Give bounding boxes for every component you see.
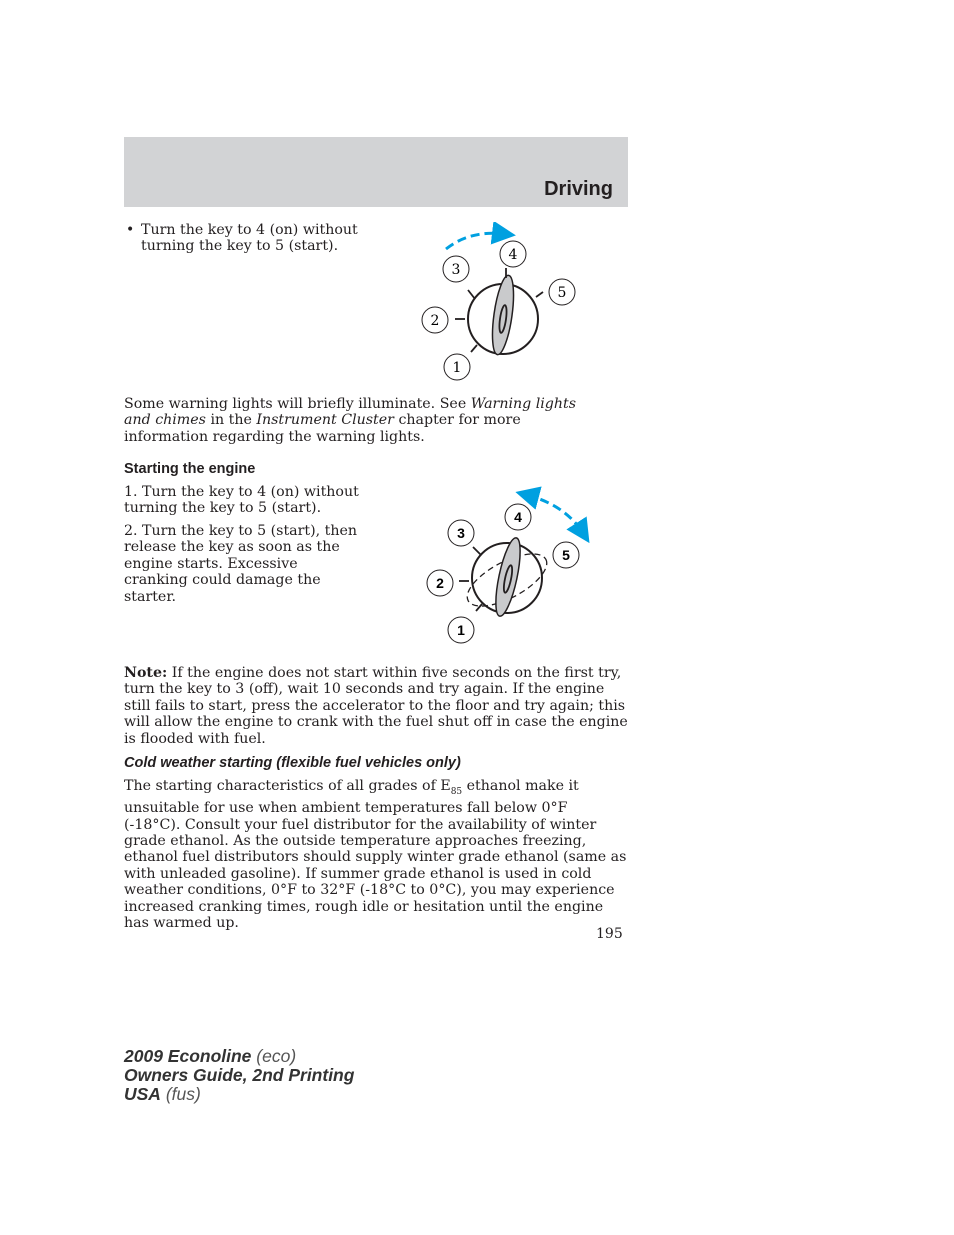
warning-text-after: chapter for more information regarding the warning lights. <box>124 412 521 445</box>
position-label-3: 3 <box>451 262 461 278</box>
cold-weather-paragraph <box>124 778 628 931</box>
starting-engine-heading: Starting the engine <box>124 461 256 477</box>
bullet-dot: • <box>126 222 135 238</box>
position-label-5: 5 <box>557 285 567 301</box>
position-label-4: 4 <box>508 247 518 263</box>
rotation-arrow <box>446 233 504 249</box>
page-number: 195 <box>596 926 623 942</box>
cold-text-after: ethanol make it unsuitable for use when ambient temperatures fall below 0°F (-18°C). Consult your fuel distributor for the availability of winter grade ethanol. As the outside temperature approaches freezing, ethanol fuel distributors should supply winter grade ethanol (same as with unleaded gasoline). If summer grade ethanol is used in cold weather conditions, 0°F to 32°F (-18°C to 0°C), you may experience increased cranking times, rough idle or hesitation until the engine has warmed up. <box>124 778 627 932</box>
position-label-2: 2 <box>430 313 440 329</box>
ignition-diagram-start <box>415 485 600 650</box>
instrument-cluster-reference: Instrument Cluster <box>256 412 394 429</box>
position-label-1: 1 <box>457 622 465 638</box>
note-label: Note: <box>124 665 168 681</box>
warning-text-before: Some warning lights will briefly illuminate. See <box>124 396 471 412</box>
warning-text-middle: in the <box>205 412 257 429</box>
footer-line-3: USA (fus) <box>124 1084 201 1104</box>
e85-subscript: 85 <box>450 786 463 797</box>
position-label-4: 4 <box>514 509 522 525</box>
position-label-1: 1 <box>452 360 462 376</box>
footer <box>124 1047 354 1104</box>
cold-weather-heading: Cold weather starting (flexible fuel vehicles only) <box>124 755 461 771</box>
footer-line-2: Owners Guide, 2nd Printing <box>124 1065 355 1085</box>
ignition-diagram-on <box>410 222 590 387</box>
warning-lights-reference: Warning lights and chimes <box>124 396 577 429</box>
position-label-2: 2 <box>436 575 444 591</box>
note-paragraph <box>124 665 628 747</box>
position-label-3: 3 <box>457 525 465 541</box>
rotation-arrow <box>527 495 583 533</box>
section-title: Driving <box>544 178 613 200</box>
note-text: If the engine does not start within five seconds on the first try, turn the key to 3 (off), wait 10 seconds and try again. If the engine still fails to start, press the accelerator to the floor and try again; this will allow the engine to crank with the fuel shut off in case the engine is flooded with fuel. <box>124 665 628 747</box>
starting-step-2: 2. Turn the key to 5 (start), then release the key as soon as the engine starts. Excessive cranking could damage the starter. <box>124 523 358 605</box>
footer-line-1: 2009 Econoline (eco) <box>124 1046 297 1066</box>
cold-text-before: The starting characteristics of all grades of E <box>124 778 451 794</box>
position-label-5: 5 <box>562 547 570 563</box>
warning-lights-paragraph <box>124 396 604 445</box>
starting-step-1: 1. Turn the key to 4 (on) without turning the key to 5 (start). <box>124 484 359 517</box>
section-header <box>124 137 628 207</box>
bullet-text: Turn the key to 4 (on) without turning the key to 5 (start). <box>141 222 358 255</box>
